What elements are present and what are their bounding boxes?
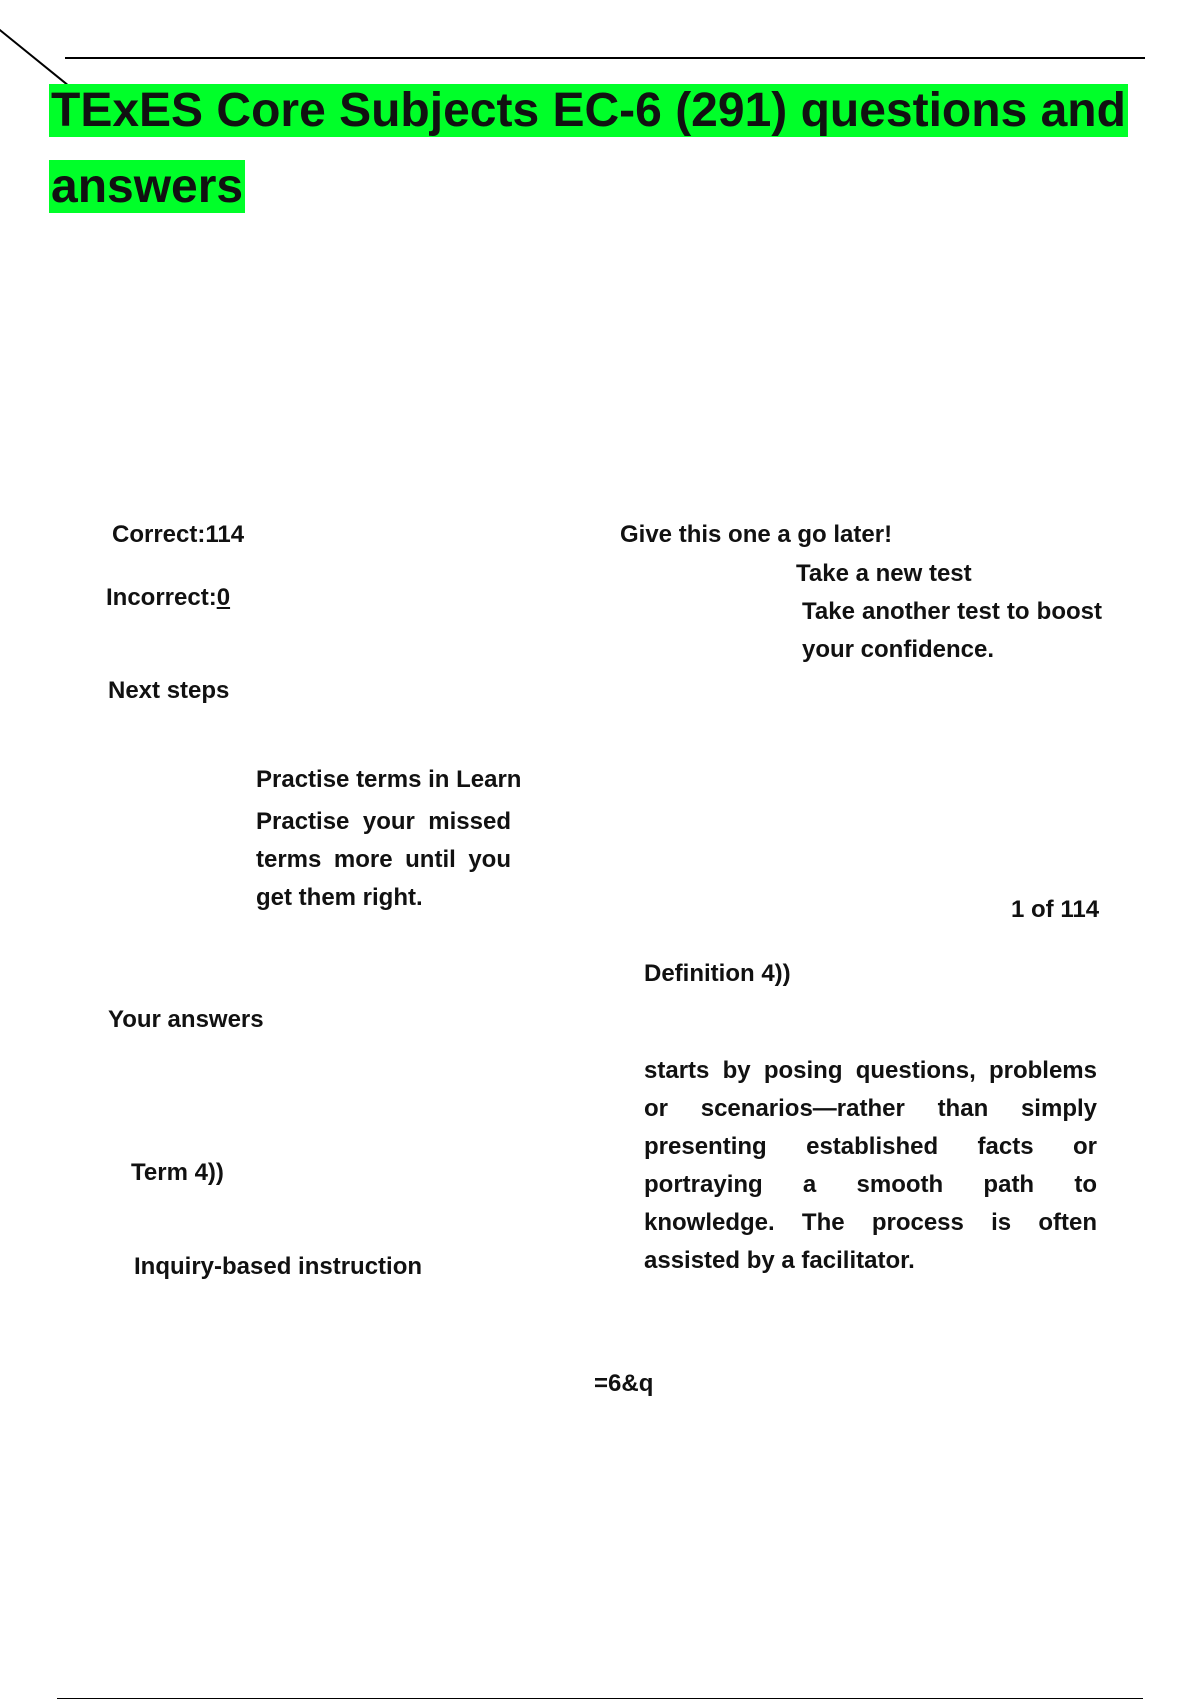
incorrect-value: 0 <box>216 584 231 611</box>
definition-label: Definition 4)) <box>644 960 791 987</box>
page-title <box>49 73 1129 225</box>
question-counter: 1 of 114 <box>1011 896 1100 923</box>
bottom-rule <box>57 1698 1143 1699</box>
top-rule <box>65 57 1145 59</box>
learn-title[interactable]: Practise terms in Learn <box>256 766 522 793</box>
correct-count <box>112 516 244 554</box>
incorrect-label: Incorrect: <box>106 584 217 611</box>
new-test-title[interactable]: Take a new test <box>796 560 972 587</box>
url-fragment: =6&q <box>594 1370 654 1397</box>
next-steps-heading: Next steps <box>108 677 230 704</box>
term-value: Inquiry-based instruction <box>134 1253 423 1280</box>
new-test-description: Take another test to boost your confidence. <box>802 598 1102 663</box>
learn-description: Practise your missed terms more until you get them right. <box>256 808 511 911</box>
incorrect-count <box>106 579 230 617</box>
later-text: Give this one a go later! <box>620 521 893 548</box>
term-label: Term 4)) <box>131 1159 224 1186</box>
your-answers-heading: Your answers <box>108 1006 264 1033</box>
correct-label: Correct: <box>112 521 206 548</box>
correct-value: 114 <box>205 521 245 548</box>
definition-text: starts by posing questions, problems or scenarios—rather than simply presenting established facts or portraying a smooth path to knowledge. The process is often assisted by a facilitator. <box>644 1057 1097 1274</box>
page-title-text: TExES Core Subjects EC-6 (291) questions and answers <box>51 84 1126 213</box>
